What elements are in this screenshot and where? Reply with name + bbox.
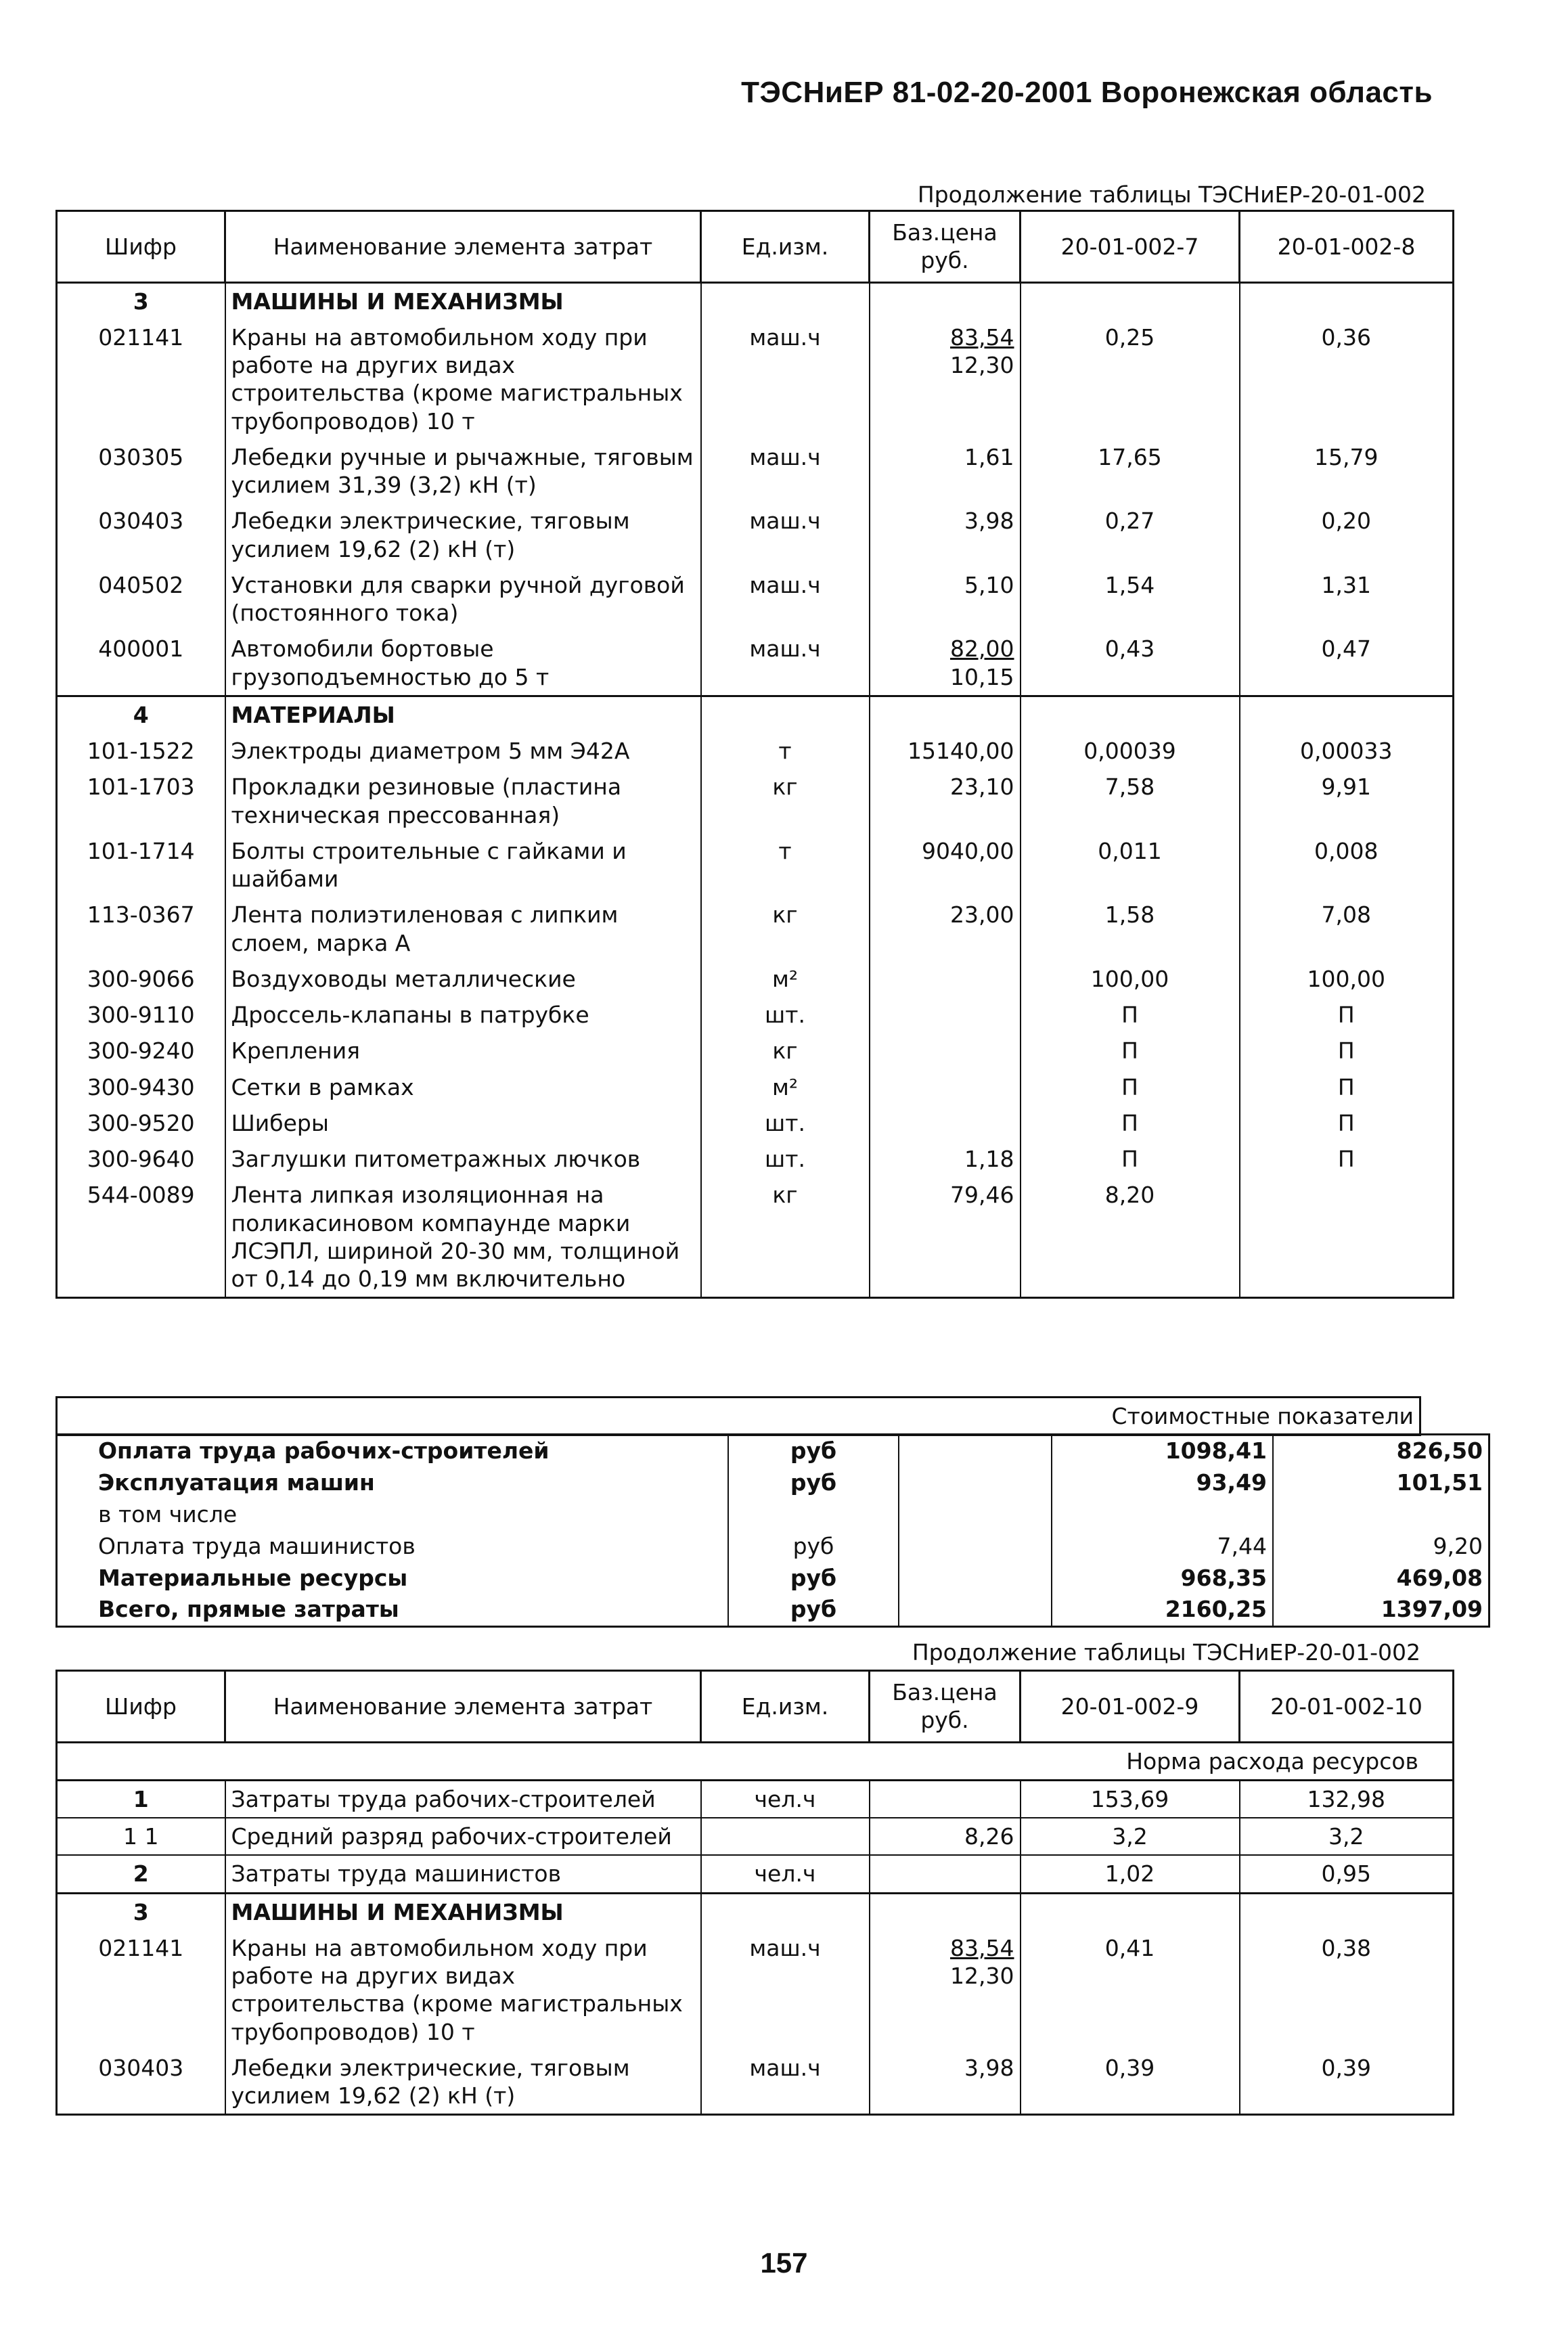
- row-name: Сетки в рамках: [225, 1069, 701, 1105]
- row-price: [870, 1033, 1021, 1069]
- row-price: [870, 1141, 1021, 1177]
- col-unit: Ед.изм.: [701, 1671, 870, 1743]
- row-value-2: П: [1240, 1141, 1454, 1177]
- cost-row: [57, 1531, 1489, 1563]
- cost-name: Всего, прямые затраты: [57, 1594, 729, 1626]
- row-code: 544-0089: [57, 1177, 225, 1298]
- price-value: 23,00: [950, 901, 1014, 929]
- row-code: 101-1714: [57, 833, 225, 897]
- cost-unit: руб: [728, 1467, 899, 1499]
- row-value-2: 100,00: [1240, 961, 1454, 997]
- price-secondary: 10,15: [950, 663, 1014, 690]
- section-number: 3: [57, 282, 225, 319]
- row-unit: чел.ч: [701, 1855, 870, 1893]
- row-value-2: 0,38: [1240, 1930, 1454, 2050]
- row-unit: маш.ч: [701, 1930, 870, 2050]
- row-unit: т: [701, 833, 870, 897]
- norm-label: Норма расхода ресурсов: [57, 1742, 1454, 1780]
- row-value-1: 153,69: [1021, 1780, 1240, 1818]
- row-value-1: 0,00039: [1021, 733, 1240, 769]
- table2-header-row: [57, 1671, 1454, 1743]
- row-name: Лебедки электрические, тяговым усилием 19,62 (2) кН (т): [225, 2050, 701, 2115]
- row-price: [870, 769, 1021, 833]
- row-unit: шт.: [701, 997, 870, 1033]
- row-name: Лебедки электрические, тяговым усилием 19,62 (2) кН (т): [225, 503, 701, 567]
- row-price: [870, 2050, 1021, 2115]
- cost-name: в том числе: [57, 1499, 729, 1531]
- row-price: [870, 567, 1021, 631]
- row-value-1: 0,43: [1021, 631, 1240, 696]
- table-row: [57, 2050, 1454, 2115]
- row-name: Краны на автомобильном ходу при работе на других видах строительства (кроме магистральных трубопроводов) 10 т: [225, 319, 701, 439]
- row-value-1: П: [1021, 997, 1240, 1033]
- cost-value-2: 1397,09: [1273, 1594, 1489, 1626]
- row-unit: маш.ч: [701, 567, 870, 631]
- col-name: Наименование элемента затрат: [225, 211, 701, 283]
- cost-value-1: 2160,25: [1052, 1594, 1273, 1626]
- col-v1: 20-01-002-7: [1021, 211, 1240, 283]
- price-value: 1,61: [964, 443, 1014, 470]
- table-row: [57, 1069, 1454, 1105]
- row-value-2: 1,31: [1240, 567, 1454, 631]
- row-price: [870, 1105, 1021, 1141]
- cost-value-2: 469,08: [1273, 1563, 1489, 1594]
- row-price: [870, 1818, 1021, 1855]
- row-price: [870, 897, 1021, 961]
- empty-cell: [1021, 282, 1240, 319]
- table-row: [57, 1105, 1454, 1141]
- row-value-1: 0,27: [1021, 503, 1240, 567]
- row-value-2: 0,20: [1240, 503, 1454, 567]
- col-v2: 20-01-002-8: [1240, 211, 1454, 283]
- cost-value-2: 101,51: [1273, 1467, 1489, 1499]
- row-unit: шт.: [701, 1141, 870, 1177]
- row-code: 400001: [57, 631, 225, 696]
- section-title: МАШИНЫ И МЕХАНИЗМЫ: [225, 282, 701, 319]
- row-unit: [701, 1818, 870, 1855]
- row-price: [870, 1930, 1021, 2050]
- price-secondary: 12,30: [950, 352, 1014, 378]
- price-value: 23,10: [950, 774, 1014, 801]
- row-name: Крепления: [225, 1033, 701, 1069]
- row-code: 021141: [57, 1930, 225, 2050]
- cost-row: [57, 1594, 1489, 1626]
- row-code: 021141: [57, 319, 225, 439]
- row-value-2: 3,2: [1240, 1818, 1454, 1855]
- price-value: 83,54: [950, 1934, 1014, 1961]
- row-value-2: 0,39: [1240, 2050, 1454, 2115]
- row-price: [870, 439, 1021, 504]
- row-value-2: 132,98: [1240, 1780, 1454, 1818]
- cost-name: Эксплуатация машин: [57, 1467, 729, 1499]
- row-price: [870, 1780, 1021, 1818]
- empty-cell: [870, 696, 1021, 733]
- empty-cell: [701, 696, 870, 733]
- row-unit: чел.ч: [701, 1780, 870, 1818]
- table-row: [57, 1930, 1454, 2050]
- row-code: 300-9066: [57, 961, 225, 997]
- section-row: [57, 1893, 1454, 1930]
- row-unit: маш.ч: [701, 319, 870, 439]
- row-name: Шиберы: [225, 1105, 701, 1141]
- row-price: [870, 997, 1021, 1033]
- row-name: Установки для сварки ручной дуговой (постоянного тока): [225, 567, 701, 631]
- section-title: МАШИНЫ И МЕХАНИЗМЫ: [225, 1893, 701, 1930]
- row-value-2: 0,95: [1240, 1855, 1454, 1893]
- table-row: [57, 769, 1454, 833]
- row-name: Лебедки ручные и рычажные, тяговым усилием 31,39 (3,2) кН (т): [225, 439, 701, 504]
- row-price: [870, 733, 1021, 769]
- row-value-1: 17,65: [1021, 439, 1240, 504]
- row-value-2: 0,00033: [1240, 733, 1454, 769]
- table-row: [57, 631, 1454, 696]
- row-code: 1: [57, 1780, 225, 1818]
- row-name: Болты строительные с гайками и шайбами: [225, 833, 701, 897]
- cost-value-2: 826,50: [1273, 1435, 1489, 1467]
- table-row: [57, 961, 1454, 997]
- row-unit: маш.ч: [701, 2050, 870, 2115]
- row-price: [870, 833, 1021, 897]
- row-value-1: 100,00: [1021, 961, 1240, 997]
- row-value-2: [1240, 1177, 1454, 1298]
- document-header: ТЭСНиЕР 81-02-20-2001 Воронежская область: [741, 76, 1433, 109]
- row-value-2: 15,79: [1240, 439, 1454, 504]
- empty-cell: [899, 1499, 1052, 1531]
- table-row: [57, 1033, 1454, 1069]
- row-value-1: 0,25: [1021, 319, 1240, 439]
- table-row: [57, 1141, 1454, 1177]
- row-price: [870, 961, 1021, 997]
- row-price: [870, 1855, 1021, 1893]
- cost-row: [57, 1499, 1489, 1531]
- section-row: [57, 696, 1454, 733]
- table-row: [57, 833, 1454, 897]
- cost-label-bar: [55, 1396, 1421, 1436]
- row-unit: кг: [701, 769, 870, 833]
- price-value: 8,26: [964, 1823, 1014, 1850]
- row-value-2: 7,08: [1240, 897, 1454, 961]
- table-row: [57, 997, 1454, 1033]
- cost-table: [55, 1433, 1490, 1628]
- row-value-1: 1,58: [1021, 897, 1240, 961]
- table-row: [57, 1855, 1454, 1893]
- page-number: 157: [760, 2247, 808, 2279]
- row-unit: м²: [701, 961, 870, 997]
- empty-cell: [899, 1594, 1052, 1626]
- row-value-2: 0,008: [1240, 833, 1454, 897]
- row-unit: м²: [701, 1069, 870, 1105]
- row-code: 300-9640: [57, 1141, 225, 1177]
- empty-cell: [899, 1467, 1052, 1499]
- price-value: 1,18: [964, 1146, 1014, 1172]
- cost-name: Оплата труда машинистов: [57, 1531, 729, 1563]
- row-value-1: П: [1021, 1105, 1240, 1141]
- row-value-1: П: [1021, 1141, 1240, 1177]
- row-name: Лента липкая изоляционная на поликасиновом компаунде марки ЛСЭПЛ, шириной 20-30 мм, толщиной от 0,14 до 0,19 мм включительно: [225, 1177, 701, 1298]
- row-code: 101-1522: [57, 733, 225, 769]
- table-row: [57, 1780, 1454, 1818]
- row-name: Электроды диаметром 5 мм Э42А: [225, 733, 701, 769]
- row-value-2: П: [1240, 1069, 1454, 1105]
- cost-label: Стоимостные показатели: [57, 1398, 1420, 1435]
- col-name: Наименование элемента затрат: [225, 1671, 701, 1743]
- section-row: [57, 282, 1454, 319]
- row-unit: кг: [701, 1033, 870, 1069]
- cost-row: [57, 1467, 1489, 1499]
- row-code: 030305: [57, 439, 225, 504]
- row-value-2: 0,47: [1240, 631, 1454, 696]
- cost-value-1: 93,49: [1052, 1467, 1273, 1499]
- section-number: 4: [57, 696, 225, 733]
- cost-value-1: 968,35: [1052, 1563, 1273, 1594]
- row-value-1: 3,2: [1021, 1818, 1240, 1855]
- section-title: МАТЕРИАЛЫ: [225, 696, 701, 733]
- row-value-2: П: [1240, 997, 1454, 1033]
- empty-cell: [1021, 696, 1240, 733]
- row-value-1: 8,20: [1021, 1177, 1240, 1298]
- row-unit: маш.ч: [701, 503, 870, 567]
- table1-header-row: [57, 211, 1454, 283]
- row-value-2: 9,91: [1240, 769, 1454, 833]
- cost-unit: руб: [728, 1563, 899, 1594]
- row-name: Средний разряд рабочих-строителей: [225, 1818, 701, 1855]
- empty-cell: [701, 282, 870, 319]
- table-row: [57, 319, 1454, 439]
- empty-cell: [701, 1893, 870, 1930]
- empty-cell: [899, 1435, 1052, 1467]
- cost-name: Оплата труда рабочих-строителей: [57, 1435, 729, 1467]
- section-number: 3: [57, 1893, 225, 1930]
- price-value: 3,98: [964, 2054, 1014, 2081]
- row-name: Затраты труда рабочих-строителей: [225, 1780, 701, 1818]
- row-name: Дроссель-клапаны в патрубке: [225, 997, 701, 1033]
- row-value-1: П: [1021, 1069, 1240, 1105]
- row-price: [870, 631, 1021, 696]
- resource-table-2: [55, 1670, 1454, 2116]
- cost-row: [57, 1563, 1489, 1594]
- table1-caption: Продолжение таблицы ТЭСНиЕР-20-01-002: [917, 181, 1426, 208]
- price-value: 15140,00: [908, 738, 1014, 764]
- row-name: Автомобили бортовые грузоподъемностью до 5 т: [225, 631, 701, 696]
- cost-value-2: 9,20: [1273, 1531, 1489, 1563]
- price-value: 79,46: [950, 1182, 1014, 1209]
- row-code: 300-9430: [57, 1069, 225, 1105]
- table-row: [57, 897, 1454, 961]
- row-value-1: 0,011: [1021, 833, 1240, 897]
- row-unit: шт.: [701, 1105, 870, 1141]
- row-unit: кг: [701, 1177, 870, 1298]
- cost-unit: руб: [728, 1435, 899, 1467]
- row-unit: маш.ч: [701, 631, 870, 696]
- row-name: Лента полиэтиленовая с липким слоем, марка А: [225, 897, 701, 961]
- cost-row: [57, 1435, 1489, 1467]
- col-code: Шифр: [57, 1671, 225, 1743]
- row-value-2: П: [1240, 1105, 1454, 1141]
- row-code: 300-9520: [57, 1105, 225, 1141]
- row-code: 030403: [57, 2050, 225, 2115]
- row-name: Прокладки резиновые (пластина техническая прессованная): [225, 769, 701, 833]
- row-code: 113-0367: [57, 897, 225, 961]
- row-name: Краны на автомобильном ходу при работе на других видах строительства (кроме магистральных трубопроводов) 10 т: [225, 1930, 701, 2050]
- row-code: 040502: [57, 567, 225, 631]
- col-v1: 20-01-002-9: [1021, 1671, 1240, 1743]
- price-value: 3,98: [964, 508, 1014, 535]
- col-unit: Ед.изм.: [701, 211, 870, 283]
- row-value-2: П: [1240, 1033, 1454, 1069]
- price-value: 83,54: [950, 323, 1014, 351]
- table-row: [57, 733, 1454, 769]
- empty-cell: [1240, 282, 1454, 319]
- cost-value-1: 7,44: [1052, 1531, 1273, 1563]
- price-value: 82,00: [950, 635, 1014, 663]
- cost-unit: руб: [728, 1594, 899, 1626]
- row-code: 101-1703: [57, 769, 225, 833]
- empty-cell: [870, 282, 1021, 319]
- row-price: [870, 503, 1021, 567]
- resource-table-1: [55, 210, 1454, 1299]
- price-secondary: 12,30: [950, 1963, 1014, 1989]
- row-code: 300-9240: [57, 1033, 225, 1069]
- empty-cell: [1240, 1893, 1454, 1930]
- row-unit: маш.ч: [701, 439, 870, 504]
- row-unit: кг: [701, 897, 870, 961]
- cost-unit: [728, 1499, 899, 1531]
- col-code: Шифр: [57, 211, 225, 283]
- table-row: [57, 1818, 1454, 1855]
- col-price: Баз.цена руб.: [870, 211, 1021, 283]
- row-value-1: 0,39: [1021, 2050, 1240, 2115]
- row-name: Воздуховоды металлические: [225, 961, 701, 997]
- row-code: 2: [57, 1855, 225, 1893]
- price-value: 9040,00: [922, 837, 1014, 864]
- col-price: Баз.цена руб.: [870, 1671, 1021, 1743]
- row-price: [870, 319, 1021, 439]
- empty-cell: [899, 1531, 1052, 1563]
- row-value-1: 0,41: [1021, 1930, 1240, 2050]
- row-code: 300-9110: [57, 997, 225, 1033]
- row-code: 030403: [57, 503, 225, 567]
- row-price: [870, 1177, 1021, 1298]
- empty-cell: [1021, 1893, 1240, 1930]
- row-value-1: П: [1021, 1033, 1240, 1069]
- row-code: 1 1: [57, 1818, 225, 1855]
- cost-value-1: 1098,41: [1052, 1435, 1273, 1467]
- empty-cell: [899, 1563, 1052, 1594]
- row-name: Заглушки питометражных лючков: [225, 1141, 701, 1177]
- empty-cell: [870, 1893, 1021, 1930]
- row-value-1: 1,54: [1021, 567, 1240, 631]
- table-row: [57, 567, 1454, 631]
- row-value-1: 7,58: [1021, 769, 1240, 833]
- row-price: [870, 1069, 1021, 1105]
- table-row: [57, 439, 1454, 504]
- row-name: Затраты труда машинистов: [225, 1855, 701, 1893]
- cost-name: Материальные ресурсы: [57, 1563, 729, 1594]
- row-unit: т: [701, 733, 870, 769]
- row-value-1: 1,02: [1021, 1855, 1240, 1893]
- table-row: [57, 503, 1454, 567]
- col-v2: 20-01-002-10: [1240, 1671, 1454, 1743]
- table-row: [57, 1177, 1454, 1298]
- cost-unit: руб: [728, 1531, 899, 1563]
- cost-value-1: [1052, 1499, 1273, 1531]
- cost-value-2: [1273, 1499, 1489, 1531]
- table2-caption: Продолжение таблицы ТЭСНиЕР-20-01-002: [912, 1639, 1420, 1666]
- price-value: 5,10: [964, 571, 1014, 598]
- row-value-2: 0,36: [1240, 319, 1454, 439]
- empty-cell: [1240, 696, 1454, 733]
